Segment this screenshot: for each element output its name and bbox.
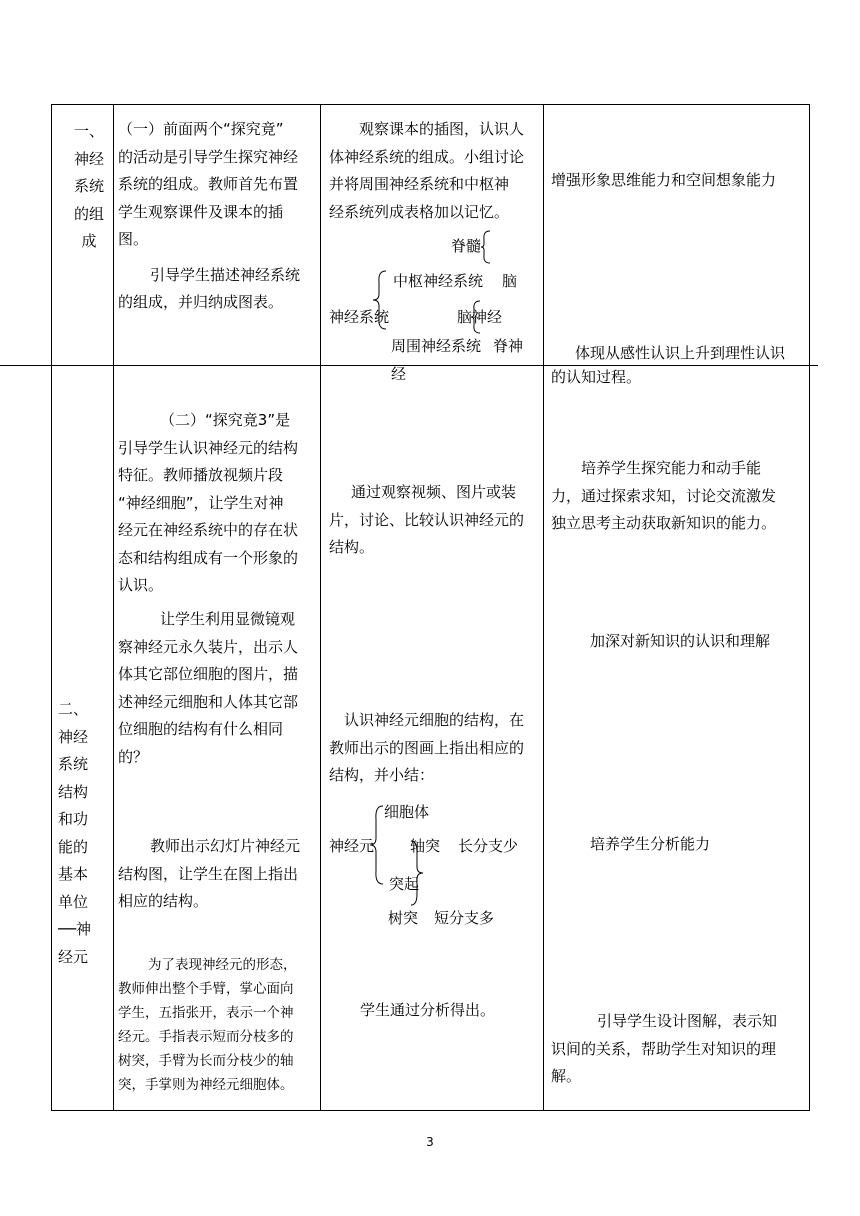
page-number: 3 <box>426 1135 434 1149</box>
teacher-activity-2d: 为了表现神经元的形态， 教师伸出整个手臂，掌心面向 学生，五指张开，表示一个神 经元。手指表示短而分枝多的 树突，手臂为长而分枝少的轴 突，手掌则为神经元细胞体。 <box>118 957 297 1093</box>
label-spinal-nerve: 脊神 <box>493 337 524 355</box>
label-axon: 轴突 <box>410 837 441 855</box>
teacher-activity-1: （一）前面两个“探究竟” 的活动是引导学生探究神经 系统的组成。教师首先布置 学生观察课件及课本的插 图。 引导学生描述神经系统 的组成，并归纳成图表。 <box>118 120 301 311</box>
label-cranial-nerve: 脑神经 <box>457 308 503 326</box>
design-purpose-2: 体现从感性认识上升到理性认识 的认知过程。 <box>551 344 786 386</box>
label-dendrite: 树突 <box>388 909 419 927</box>
teacher-activity-2b: 让学生利用显微镜观 察神经元永久装片，出示人 体其它部位细胞的图片，描 述神经元细胞和人体其它部 位细胞的结构有什么相同 的？ <box>118 610 299 766</box>
column-divider <box>543 105 544 1110</box>
design-purpose-6: 引导学生设计图解，表示知 识间的关系，帮助学生对知识的理 解。 <box>551 1012 778 1085</box>
design-purpose-4: 加深对新知识的认识和理解 <box>590 632 771 650</box>
label-central-nervous-system: 中枢神经系统 <box>393 272 484 290</box>
teacher-activity-2a: （二）“探究竟3”是 引导学生认识神经元的结构 特征。教师播放视频片段 “神经细胞”，让学生对神 经元在神经系统中的存在状 态和结构组成有一个形象的 认识。 <box>118 411 299 594</box>
section-title-1: 一、 神经 系统 的组 成 <box>73 122 104 250</box>
student-activity-2b: 认识神经元细胞的结构，在 教师出示的图画上指出相应的 结构，并小结： <box>329 711 525 784</box>
label-spinal-nerve-cont: 经 <box>391 365 407 383</box>
label-brain: 脑 <box>502 272 518 290</box>
label-spinal-cord: 脊髓 <box>451 237 482 255</box>
design-purpose-3: 培养学生探究能力和动手能 力，通过探索求知，讨论交流激发 独立思考主动获取新知识的能力。 <box>551 459 777 532</box>
label-dendrite-desc: 短分支多 <box>434 909 495 927</box>
student-activity-1: 观察课本的插图，认识人 体神经系统的组成。小组讨论 并将周围神经系统和中枢神 经系统列成表格加以记忆。 <box>329 120 525 221</box>
brace <box>480 230 492 264</box>
section-title-2: 二、 神经 系统 结构 和功 能的 基本 单位 ──神 经元 <box>58 700 92 966</box>
label-peripheral-nervous-system: 周围神经系统 <box>391 337 482 355</box>
design-purpose-1: 增强形象思维能力和空间想象能力 <box>551 171 777 189</box>
label-nervous-system: 神经系统 <box>329 308 390 326</box>
teacher-activity-2c: 教师出示幻灯片神经元 结构图，让学生在图上指出 相应的结构。 <box>118 837 301 910</box>
student-activity-2a: 通过观察视频、图片或装 片，讨论、比较认识神经元的 结构。 <box>329 483 525 556</box>
column-divider <box>113 105 114 1110</box>
design-purpose-5: 培养学生分析能力 <box>590 835 711 853</box>
label-axon-desc: 长分支少 <box>458 837 519 855</box>
label-process: 突起 <box>389 875 420 893</box>
brace <box>470 300 482 334</box>
column-divider <box>320 105 321 1110</box>
label-neuron: 神经元 <box>329 837 375 855</box>
label-cell-body: 细胞体 <box>384 803 430 821</box>
student-activity-2c: 学生通过分析得出。 <box>360 1001 496 1019</box>
